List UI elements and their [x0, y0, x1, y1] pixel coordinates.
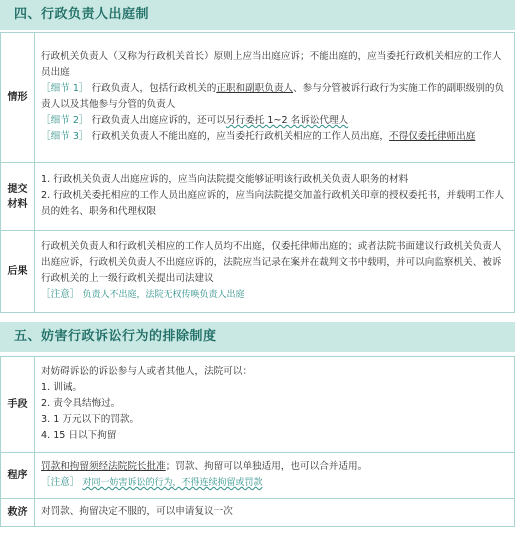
jiuji-text: 对罚款、拘留决定不服的，可以申请复议一次: [41, 506, 233, 517]
label-jiuji: 救济: [1, 499, 35, 527]
detail-3-tag: ［细节 3］: [41, 131, 89, 142]
detail-3-underlined: 不得仅委托律师出庭: [389, 131, 476, 142]
chengxu-rest: ；罚款、拘留可以单独适用，也可以合并适用。: [165, 461, 368, 472]
houguo-note-tag: ［注意］: [41, 289, 80, 300]
cailiao-item-2: 2. 行政机关委托相应的工作人员出庭应诉的，应当向法院提交加盖行政机关印章的授权委托书，并载明工作人员的姓名、职务和代理权限: [41, 190, 505, 217]
detail-2-tag: ［细节 2］: [41, 115, 89, 126]
detail-1-tag: ［细节 1］: [41, 83, 89, 94]
detail-1-underlined: 正职和副职负责人: [216, 83, 294, 94]
label-qingxing: 情形: [1, 33, 35, 163]
row-shouduan: [1, 357, 515, 453]
content-cailiao: [35, 163, 515, 231]
row-houguo: [1, 231, 515, 313]
detail-1-text-b: 、参与分管被诉行政行为实施工作的副职级别的负责人以及其他参与分管的负责人: [41, 83, 505, 110]
shouduan-intro: 对妨碍诉讼的诉讼参与人或者其他人，法院可以：: [41, 366, 253, 377]
row-qingxing: [1, 33, 515, 163]
detail-3-text: 行政机关负责人不能出庭的，应当委托行政机关相应的工作人员出庭，: [91, 131, 389, 142]
chengxu-underlined: 罚款和拘留须经法院院长批准: [41, 461, 166, 472]
label-chengxu: 程序: [1, 453, 35, 499]
detail-1-text-a: 行政负责人，包括行政机关的: [91, 83, 217, 94]
shouduan-item: 2. 责令具结悔过。: [41, 398, 121, 409]
row-cailiao: [1, 163, 515, 231]
label-cailiao: [1, 163, 35, 231]
chengxu-text: [41, 459, 508, 475]
label-shouduan: 手段: [1, 357, 35, 453]
section-5-title: 五、妨害行政诉讼行为的排除制度: [14, 329, 217, 344]
section-5-header: [0, 322, 515, 352]
section-4-title: 四、行政负责人出庭制: [14, 7, 150, 22]
detail-2-underlined: 另行委托 1~2 名诉讼代理人: [225, 115, 349, 126]
chengxu-note: [41, 475, 508, 491]
houguo-note: [41, 287, 508, 303]
section-5-table: [0, 356, 515, 527]
label-cailiao-2: 材料: [7, 198, 28, 210]
shouduan-item: 3. 1 万元以下的罚款。: [41, 414, 140, 425]
label-houguo: 后果: [1, 231, 35, 313]
content-qingxing: [35, 33, 515, 163]
qingxing-principle: 行政机关负责人（又称为行政机关首长）原则上应当出庭应诉；不能出庭的，应当委托行政机关相应的工作人员出庭: [41, 51, 502, 78]
content-houguo: [35, 231, 515, 313]
shouduan-item: 4. 15 日以下拘留: [41, 430, 117, 441]
section-4-header: [0, 0, 515, 30]
content-jiuji: [35, 499, 515, 527]
row-chengxu: [1, 453, 515, 499]
qingxing-detail-1: [41, 81, 508, 113]
houguo-note-text: 负责人不出庭，法院无权传唤负责人出庭: [82, 290, 245, 300]
shouduan-item: 1. 训诫。: [41, 382, 82, 393]
content-shouduan: [35, 357, 515, 453]
cailiao-item-1: 1. 行政机关负责人出庭应诉的，应当向法院提交能够证明该行政机关负责人职务的材料: [41, 174, 409, 185]
row-jiuji: [1, 499, 515, 527]
chengxu-note-tag: ［注意］: [41, 477, 80, 488]
qingxing-detail-3: [41, 129, 508, 145]
chengxu-note-text: 对同一妨害诉讼的行为，不得连续拘留或罚款: [82, 478, 263, 488]
content-chengxu: [35, 453, 515, 499]
section-4-table: [0, 32, 515, 313]
detail-2-text: 行政负责人出庭应诉的，还可以: [91, 115, 226, 126]
houguo-text: 行政机关负责人和行政机关相应的工作人员均不出庭，仅委托律师出庭的；或者法院书面建议行政机关负责人出庭应诉，行政机关负责人不出庭应诉的，法院应当记录在案并在裁判文书中载明，并可以向监察机关、被诉行政机关的上一级行政机关提出司法建议: [41, 241, 502, 284]
qingxing-detail-2: [41, 113, 508, 129]
label-cailiao-1: 提交: [7, 183, 28, 195]
